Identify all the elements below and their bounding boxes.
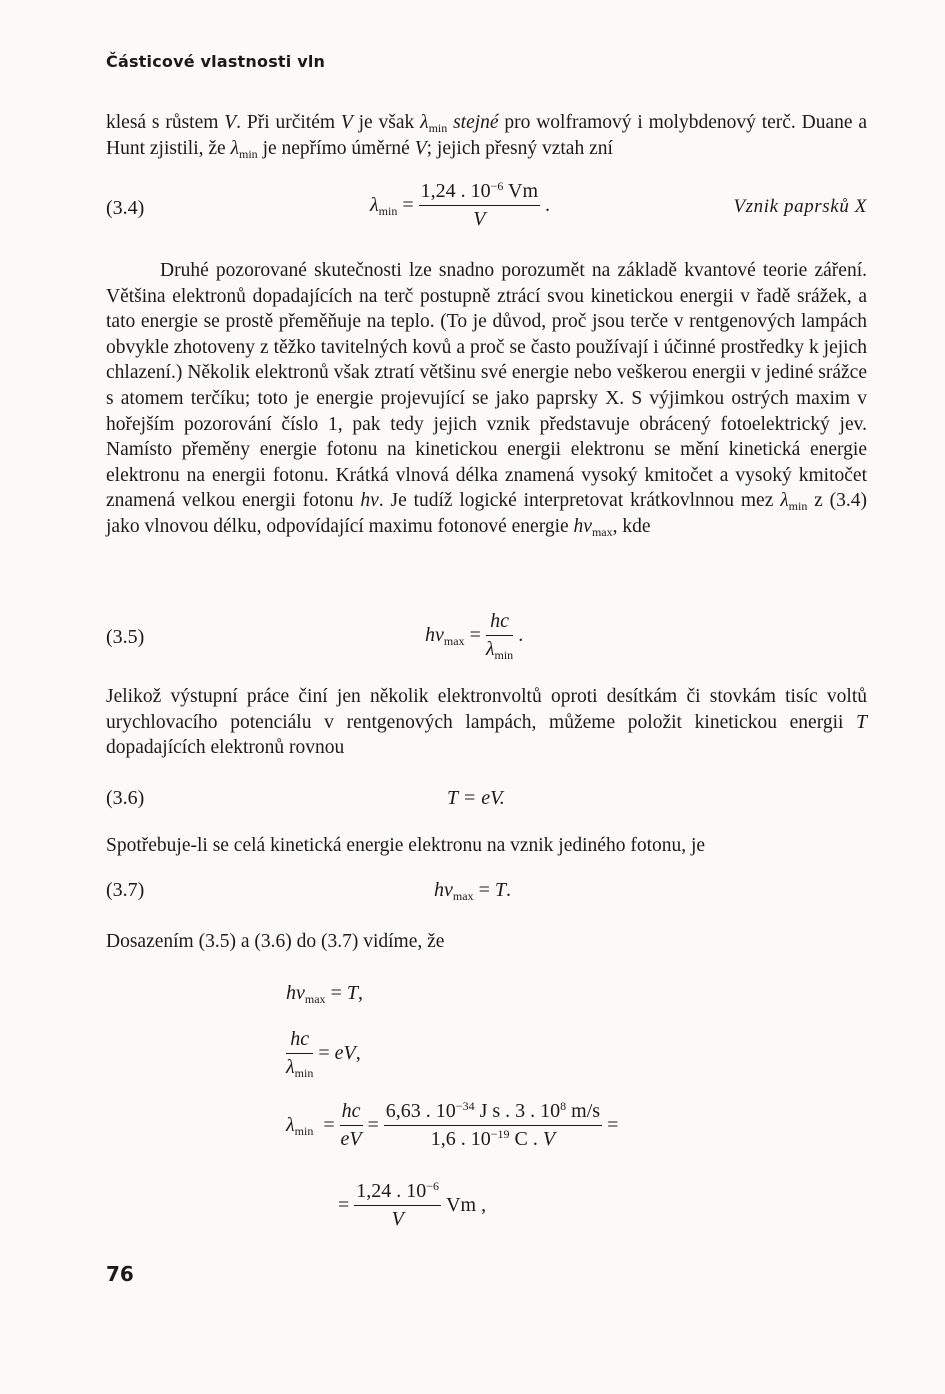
running-header: Částicové vlastnosti vln bbox=[106, 52, 326, 71]
page-number: 76 bbox=[106, 1262, 134, 1286]
equation-number-3-7: (3.7) bbox=[106, 879, 145, 901]
paragraph-4: Spotřebuje-li se celá kinetická energie elektronu na vznik jediného fotonu, je bbox=[106, 835, 706, 856]
p2-text: Druhé pozorované skutečnosti lze snadno porozumět na základě kvantové teorie záření. Většina elektronů dopadajících na terč postupně ztrácí svou kinetickou energii v řadě srážek, a tato energie se prostě přeměňuje na teplo. (To je důvod, proč jsou terče v rentgenových lampách obvykle zhotoveny z těžko tavitelných kovů a proč se často používají i účinné prostředky k jejich chlazení.) Několik elektronů však ztratí většinu své energie nebo veškerou energii v jediné srážce s atomem terčíku; toto je energie projevující se jako paprsky X. S výjimkou ostrých maxim v hořejším pozorování číslo 1, pak tedy jejich vznik představuje obrácený fotoelektrický jev. Namísto přeměny energie fotonu na kinetickou energii elektronu se mění kinetická energie elektronu na energii fotonu. Krátká vlnová délka znamená vysoký kmitočet a vysoký kmitočet znamená velkou energii fotonu hν. Je tudíž logické interpretovat krátkovlnnou mez $\lambda_{min}$ z (3.4) jako vlnovou délku, odpovídající maximu fotonové energie $h\nu_{max}$, kde bbox=[106, 260, 868, 539]
deriv-l4-fraction: $\frac{1,24 . 10^{-6}}{V}$ bbox=[356, 1179, 440, 1230]
equation-3-7: $h\nu_{max} = T$. bbox=[434, 879, 511, 903]
deriv-l3-fraction-1: $\frac{hc}{eV}$ bbox=[340, 1100, 362, 1150]
deriv-l2-fraction: $\frac{hc}{\lambda_{min}}$ bbox=[286, 1028, 314, 1080]
margin-note: Vznik paprsků X bbox=[733, 196, 867, 217]
derivation-line-1: $h\nu_{max} = T$, bbox=[286, 982, 363, 1006]
equation-number-3-6: (3.6) bbox=[106, 787, 145, 809]
equation-3-4: $\lambda_{min}$ = $\frac{1,24 . 10^{-6} Vm}{V}$ . bbox=[370, 179, 551, 230]
p3-text: Jelikož výstupní práce činí jen několik elektronvoltů oproti desítkám či stovkám tisíc voltů urychlovacího potenciálu v rentgenových lampách, můžeme položit kinetickou energii T dopadajících elektronů rovnou bbox=[106, 686, 867, 759]
derivation-line-4: = $\frac{1,24 . 10^{-6}}{V}$ Vm , bbox=[338, 1179, 487, 1230]
equation-number-3-5: (3.5) bbox=[106, 626, 145, 648]
p1-text: klesá s růstem V. Při určitém V je však $\lambda_{min}$ stejné pro wolframový i molybdenový terč. Duane a Hunt zjistili, že $\lambda_{min}$ je nepřímo úměrné V; jejich přesný vztah zní bbox=[106, 112, 868, 161]
derivation-line-2: $\frac{hc}{\lambda_{min}}$ = eV, bbox=[286, 1028, 361, 1080]
equation-3-5: $h\nu_{max}$ = $\frac{hc}{\lambda_{min}}$ . bbox=[425, 610, 524, 662]
eq34-fraction: $\frac{1,24 . 10^{-6} Vm}{V}$ bbox=[420, 179, 539, 230]
equation-3-6: T = eV. bbox=[447, 787, 505, 809]
paragraph-3 bbox=[106, 684, 867, 761]
equation-number-3-4: (3.4) bbox=[106, 197, 145, 219]
paragraph-1 bbox=[106, 110, 867, 161]
paragraph-2 bbox=[106, 258, 867, 540]
derivation-line-3: $\lambda_{min}$ = $\frac{hc}{eV}$ = $\frac{6,63 . 10^{-34} J s . 3 . 10^8 m/s}{1,6 . 10^{-19} C . V}$ = bbox=[286, 1099, 619, 1150]
paragraph-5: Dosazením (3.5) a (3.6) do (3.7) vidíme, že bbox=[106, 931, 445, 952]
eq35-fraction: $\frac{hc}{\lambda_{min}}$ bbox=[485, 610, 514, 662]
deriv-l3-fraction-2: $\frac{6,63 . 10^{-34} J s . 3 . 10^8 m/s}{1,6 . 10^{-19} C . V}$ bbox=[385, 1099, 601, 1150]
